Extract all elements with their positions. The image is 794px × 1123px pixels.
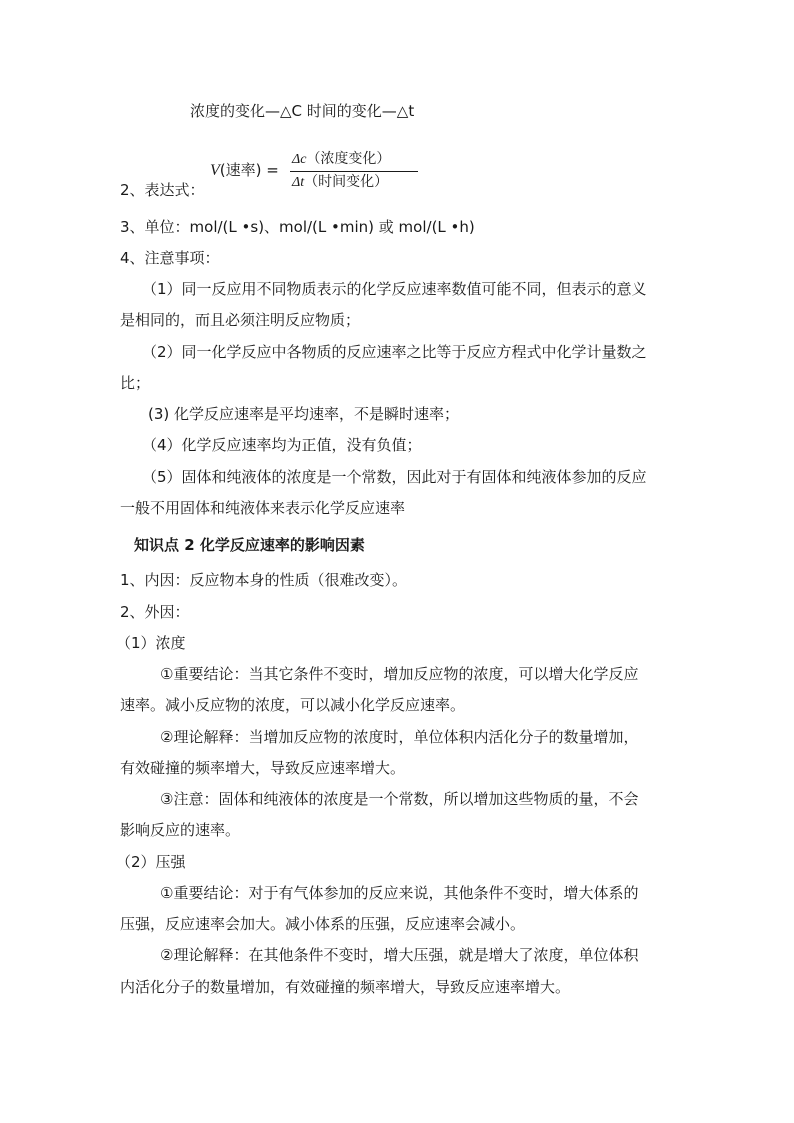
note-5-line-1: （5）固体和纯液体的浓度是一个常数，因此对于有固体和纯液体参加的反应 bbox=[142, 468, 647, 486]
formula-numerator bbox=[292, 150, 420, 169]
note-3: (3) 化学反应速率是平均速率，不是瞬时速率； bbox=[148, 405, 460, 423]
note-5-line-2: 一般不用固体和纯液体来表示化学反应速率 bbox=[120, 499, 406, 517]
note-4: （4）化学反应速率均为正值，没有负值； bbox=[142, 436, 422, 454]
item-units: 3、单位：mol/(L •s)、mol/(L •min) 或 mol/(L •h) bbox=[120, 218, 475, 236]
note-1-line-2: 是相同的，而且必须注明反应物质； bbox=[120, 311, 361, 329]
formula-den-symbol: Δt bbox=[292, 175, 305, 190]
item-expression: 2、表达式： bbox=[120, 181, 205, 199]
pressure-title: （2）压强 bbox=[116, 853, 186, 871]
concentration-1-line-2: 速率。减小反应物的浓度，可以减小化学反应速率。 bbox=[120, 696, 466, 714]
note-1-line-1: （1）同一反应用不同物质表示的化学反应速率数值可能不同，但表示的意义 bbox=[142, 280, 647, 298]
delta-definition-line: 浓度的变化—△C 时间的变化—△t bbox=[190, 102, 415, 120]
external-factor-title: 2、外因： bbox=[120, 603, 190, 621]
pressure-2-line-1: ②理论解释：在其他条件不变时，增大压强，就是增大了浓度，单位体积 bbox=[160, 946, 639, 964]
formula-denominator bbox=[292, 173, 420, 192]
concentration-2-line-1: ②理论解释：当增加反应物的浓度时，单位体积内活化分子的数量增加， bbox=[160, 728, 639, 746]
concentration-title: （1）浓度 bbox=[116, 634, 186, 652]
concentration-3-line-2: 影响反应的速率。 bbox=[120, 821, 241, 839]
note-2-line-2: 比； bbox=[120, 374, 151, 392]
formula-num-symbol: Δc bbox=[292, 152, 307, 167]
pressure-2-line-2: 内活化分子的数量增加，有效碰撞的频率增大，导致反应速率增大。 bbox=[120, 978, 571, 996]
pressure-1-line-2: 压强，反应速率会加大。减小体系的压强，反应速率会减小。 bbox=[120, 915, 526, 933]
internal-factor: 1、内因：反应物本身的性质（很难改变）。 bbox=[120, 571, 408, 589]
formula-num-text: （浓度变化） bbox=[306, 151, 391, 167]
formula-den-text: （时间变化） bbox=[304, 174, 389, 190]
formula-lhs bbox=[210, 160, 279, 181]
concentration-2-line-2: 有效碰撞的频率增大，导致反应速率增大。 bbox=[120, 759, 406, 777]
concentration-3-line-1: ③注意：固体和纯液体的浓度是一个常数，所以增加这些物质的量，不会 bbox=[160, 790, 639, 808]
item-notes-title: 4、注意事项： bbox=[120, 249, 220, 267]
formula-v-symbol: V bbox=[210, 162, 220, 179]
rate-formula bbox=[210, 150, 420, 194]
formula-lhs-text: (速率) = bbox=[219, 161, 279, 179]
fraction-bar bbox=[290, 171, 418, 172]
concentration-1-line-1: ①重要结论：当其它条件不变时，增加反应物的浓度，可以增大化学反应 bbox=[160, 665, 639, 683]
note-2-line-1: （2）同一化学反应中各物质的反应速率之比等于反应方程式中化学计量数之 bbox=[142, 343, 647, 361]
section-heading: 知识点 2 化学反应速率的影响因素 bbox=[134, 536, 365, 554]
pressure-1-line-1: ①重要结论：对于有气体参加的反应来说，其他条件不变时，增大体系的 bbox=[160, 884, 639, 902]
